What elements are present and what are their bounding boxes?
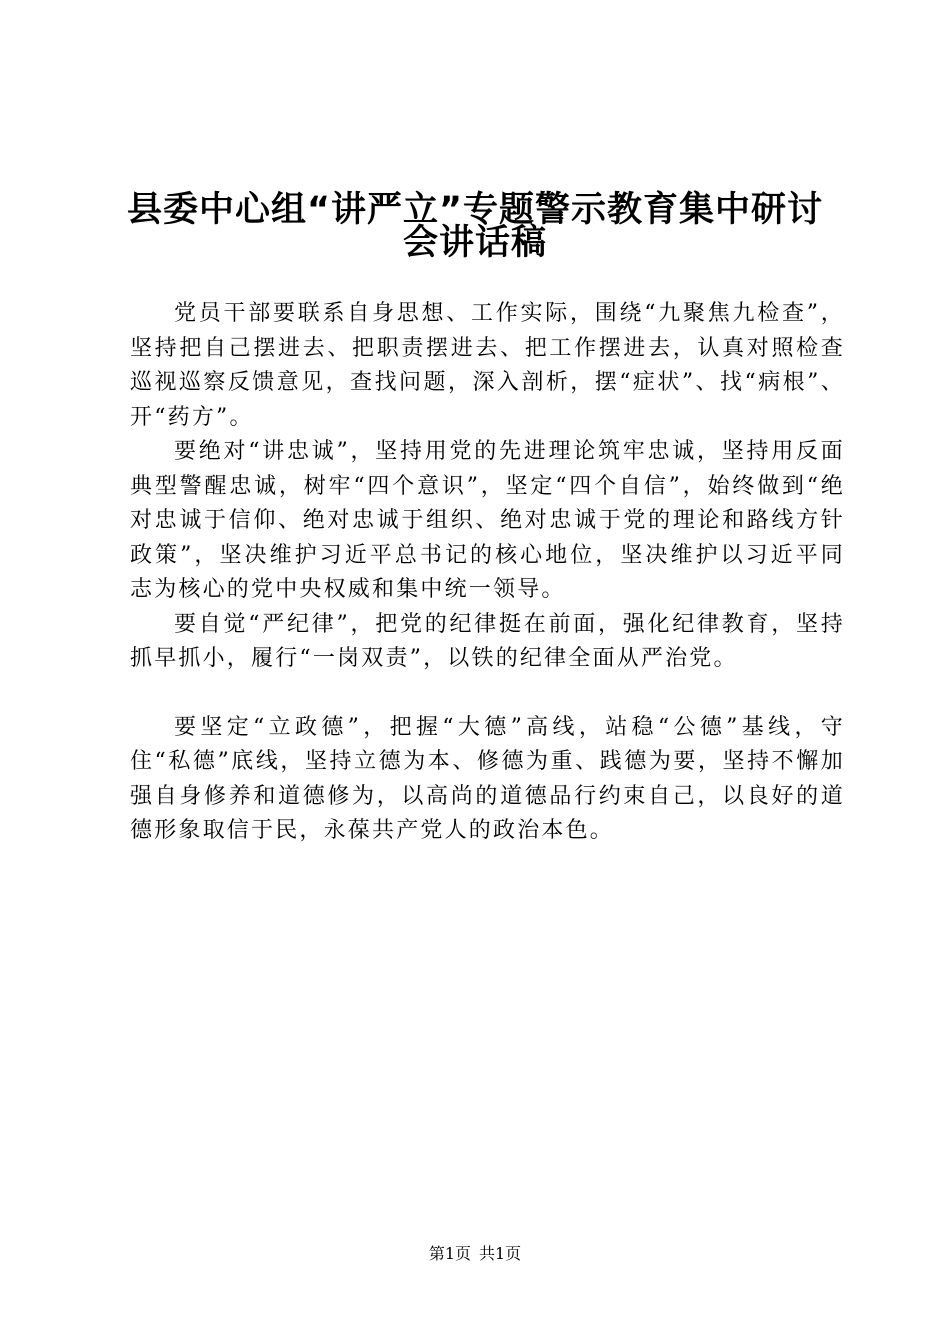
document-title-line1: 县委中心组“讲严立”专题警示教育集中研讨 bbox=[126, 190, 823, 230]
page-number: 第1页 bbox=[428, 1244, 471, 1263]
paragraph-loyalty: 要绝对“讲忠诚”，坚持用党的先进理论筑牢忠诚，坚持用反面典型警醒忠诚，树牢“四个意识”，坚定“四个自信”，始终做到“绝对忠诚于信仰、绝对忠诚于组织、绝对忠诚于党的理论和路线方针政策”，坚决维护习近平总书记的核心地位，坚决维护以习近平同志为核心的党中央权威和集中统一领导。 bbox=[130, 439, 845, 602]
paragraph-self-examination: 党员干部要联系自身思想、工作实际，围绕“九聚焦九检查”，坚持把自己摆进去、把职责摆进去、把工作摆进去，认真对照检查巡视巡察反馈意见，查找问题，深入剖析，摆“症状”、找“病根”、开“药方”。 bbox=[130, 301, 845, 430]
document-body bbox=[130, 297, 845, 849]
paragraph-political-ethics: 要坚定“立政德”，把握“大德”高线，站稳“公德”基线，守住“私德”底线，坚持立德为本、修德为重、践德为要，坚持不懈加强自身修养和道德修为，以高尚的道德品行约束自己，以良好的道德形象取信于民，永葆共产党人的政治本色。 bbox=[130, 714, 845, 843]
page-footer bbox=[0, 1244, 950, 1264]
paragraph-discipline: 要自觉“严纪律”，把党的纪律挺在前面，强化纪律教育，坚持抓早抓小，履行“一岗双责”，以铁的纪律全面从严治党。 bbox=[130, 611, 845, 671]
page-total: 共1页 bbox=[479, 1244, 522, 1263]
document-title-line2: 会讲话稿 bbox=[402, 223, 547, 263]
